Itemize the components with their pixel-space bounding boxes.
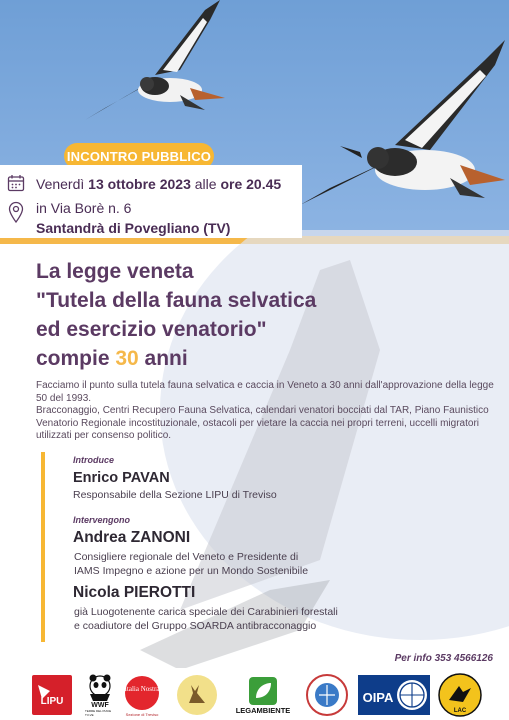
introduce-label: Introduce (73, 455, 115, 465)
italia-nostra-text: Italia Nostra (124, 684, 160, 693)
legambiente-leaf-icon (248, 676, 278, 706)
speaker-role-line-1: già Luogotenente carica speciale dei Carabinieri forestali (74, 606, 338, 618)
lipu-logo-mark (30, 673, 74, 717)
event-title (36, 257, 316, 373)
lac-logo (437, 673, 483, 717)
speaker-role-line-1: Consigliere regionale del Veneto e Presidente di (74, 551, 299, 563)
event-address: in Via Borè n. 6 (36, 200, 132, 216)
speaker-name: Nicola PIEROTTI (73, 584, 196, 601)
lipu-logo (30, 673, 74, 717)
speaker-role-line-2: e coadiutore del Gruppo SOARDA antibracconaggio (74, 620, 317, 632)
lac-text: LAC (453, 708, 467, 714)
event-time: ore 20.45 (220, 176, 282, 192)
circular-association-logo (305, 673, 349, 717)
lapwing-bird-small (85, 0, 230, 130)
event-town: Santandrà di Povegliano (TV) (36, 220, 231, 236)
lapwing-bird-large (300, 20, 509, 210)
date-connector: alle (190, 176, 221, 192)
wwf-logo-subtext: TERRE DEL PIAVE TV-VE (85, 708, 112, 717)
contact-phone: Per info 353 4566126 (394, 653, 493, 664)
globe-badge-icon (305, 673, 349, 717)
italia-nostra-logo (122, 673, 162, 717)
title-line-4-end: anni (138, 347, 188, 370)
italia-nostra-subtext: Sezione di Treviso (125, 711, 159, 717)
italia-nostra-mark (123, 674, 161, 712)
event-date: 13 ottobre 2023 (88, 176, 191, 192)
speaker-role (74, 605, 338, 633)
sponsor-logos-bar (0, 668, 509, 720)
deer-icon (175, 673, 219, 717)
date-prefix: Venerdì (36, 176, 89, 192)
event-type-badge: INCONTRO PUBBLICO (64, 143, 214, 169)
speaker-intro-name: Enrico PAVAN (73, 470, 170, 486)
title-years-highlight: 30 (115, 347, 139, 370)
speaker-role-line-2: IAMS Impegno e azione per un Mondo Sostenibile (74, 565, 309, 577)
speakers-accent-line (41, 452, 45, 642)
event-date-time (36, 176, 281, 192)
legambiente-text: LEGAMBIENTE (235, 705, 291, 715)
lac-badge-icon (437, 672, 483, 718)
speaker-name: Andrea ZANONI (73, 529, 191, 546)
legambiente-logo (230, 673, 296, 717)
description-paragraph-2: Bracconaggio, Centri Recupero Fauna Selvatica, calendari venatori bocciati dal TAR, Piano Faunistico Venatorio Regionale incostituzionale, ostacoli per vietare la caccia nei propri terreni, uccelli migratori utilizzati per consenso politico. (36, 405, 489, 441)
location-pin-icon (8, 201, 24, 223)
deer-association-logo (175, 673, 219, 717)
oipa-logo (358, 673, 430, 717)
description-paragraph-1: Facciamo il punto sulla tutela fauna selvatica e caccia in Veneto a 30 anni dall'approvazione della legge 50 del 1993. (36, 380, 494, 404)
title-line-3: ed esercizio venatorio" (36, 318, 267, 341)
intervengono-label: Intervengono (73, 515, 131, 525)
oipa-globe-icon (358, 675, 430, 715)
title-line-4 (36, 344, 316, 373)
lipu-logo-text: LIPU (40, 696, 64, 707)
wwf-logo-text: WWF (91, 701, 109, 709)
event-description (36, 380, 496, 443)
speaker-role (74, 550, 308, 578)
oipa-text: OIPA (362, 690, 394, 705)
title-line-2: "Tutela della fauna selvatica (36, 289, 317, 312)
event-info-box (0, 165, 302, 238)
speaker-intro-role: Responsabile della Sezione LIPU di Treviso (73, 489, 277, 501)
title-line-1: La legge veneta (36, 260, 194, 283)
title-line-4-start: compie (36, 347, 116, 370)
calendar-icon (7, 174, 25, 192)
panda-icon (87, 674, 113, 702)
wwf-logo (85, 673, 115, 717)
